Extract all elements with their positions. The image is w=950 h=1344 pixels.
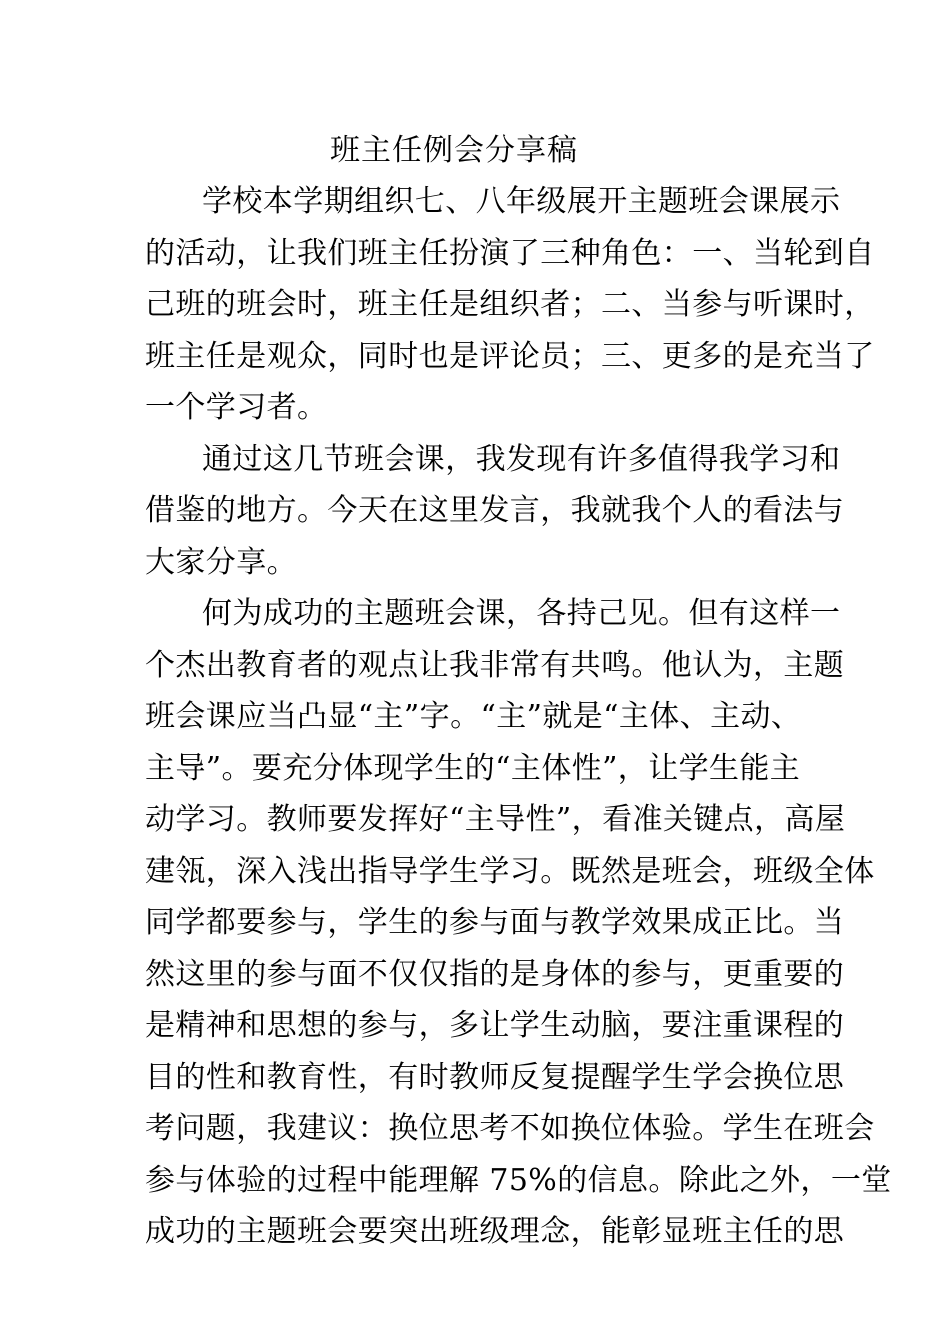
paragraph-1-line-4: 班主任是观众，同时也是评论员；三、更多的是充当了: [145, 338, 875, 374]
paragraph-1-line-3: 己班的班会时，班主任是组织者；二、当参与听课时，: [145, 287, 875, 322]
paragraph-3-line-8: 然这里的参与面不仅仅指的是身体的参与，更重要的: [145, 956, 845, 992]
paragraph-3-line-6: 建瓴，深入浅出指导学生学习。既然是班会，班级全体: [145, 853, 875, 889]
document-title: 班主任例会分享稿: [330, 133, 578, 168]
paragraph-2-line-2: 借鉴的地方。今天在这里发言，我就我个人的看法与: [145, 493, 845, 528]
paragraph-3-line-11: 考问题，我建议：换位思考不如换位体验。学生在班会: [145, 1111, 875, 1146]
paragraph-3-line-3: 班会课应当凸显“主”字。“主”就是“主体、主动、: [145, 699, 802, 734]
paragraph-1-line-1: 学校本学期组织七、八年级展开主题班会课展示: [202, 184, 841, 219]
paragraph-3-line-2: 个杰出教育者的观点让我非常有共鸣。他认为，主题: [145, 647, 845, 683]
paragraph-1-line-2: 的活动，让我们班主任扮演了三种角色：一、当轮到自: [145, 235, 875, 271]
document-body: [145, 176, 892, 1258]
paragraph-3-line-7: 同学都要参与，学生的参与面与教学效果成正比。当: [145, 905, 845, 940]
paragraph-3-line-9: 是精神和思想的参与，多让学生动脑，要注重课程的: [145, 1008, 845, 1043]
paragraph-1-line-5: 一个学习者。: [145, 390, 328, 425]
paragraph-3-line-4: 主导”。要充分体现学生的“主体性”，让学生能主: [145, 750, 801, 786]
paragraph-3-line-13: 成功的主题班会要突出班级理念，能彰显班主任的思: [145, 1214, 845, 1249]
paragraph-3-line-1: 何为成功的主题班会课，各持己见。但有这样一: [202, 596, 841, 631]
paragraph-3-line-5: 动学习。教师要发挥好“主导性”，看准关键点，高屋: [145, 802, 846, 837]
paragraph-2-line-1: 通过这几节班会课，我发现有许多值得我学习和: [202, 441, 841, 477]
paragraph-3-line-12: 参与体验的过程中能理解 75%的信息。除此之外，一堂: [145, 1162, 892, 1198]
paragraph-3-line-10: 目的性和教育性，有时教师反复提醒学生学会换位思: [145, 1059, 845, 1095]
paragraph-2-line-3: 大家分享。: [145, 544, 297, 580]
